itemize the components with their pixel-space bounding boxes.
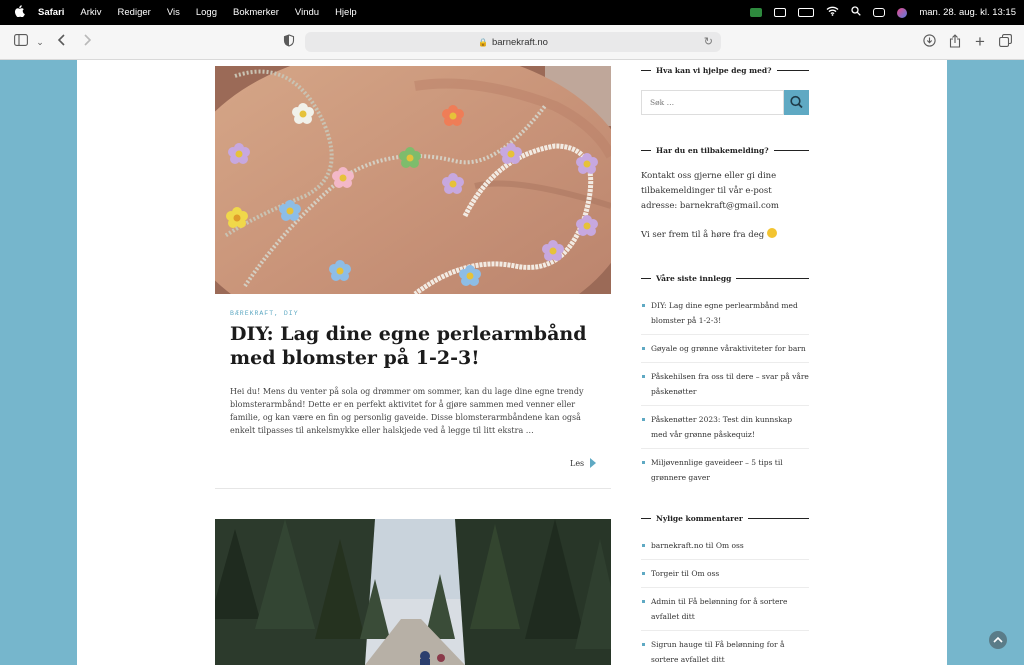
post-categories[interactable]: BÆREKRAFT, DIY (230, 310, 299, 317)
post-excerpt: Hei du! Mens du venter på sola og drømmer om sommer, kan du lage dine egne trendy blomsterarmbånd! Dette er en perfekt aktivitet for å gjøre sammen med venner eller familie, og kan være en fin og personlig gaveide. Disse blomsterarmbåndene kan også enkelt tilpasses til ankelsmykke eller halskjede ved å legge til litt ekstra … (230, 387, 584, 435)
list-item[interactable]: Miljøvennlige gaveideer – 5 tips til grønnere gaver (641, 449, 809, 491)
feedback-paragraph: Kontakt oss gjerne eller gi dine tilbakemeldinger til vår e-post adresse: barnekraft@gmail.com (641, 171, 779, 211)
menu-arkiv[interactable]: Arkiv (80, 7, 102, 18)
wifi-icon[interactable] (826, 6, 839, 19)
control-center-icon[interactable] (873, 8, 885, 17)
chevron-down-icon[interactable]: ⌄ (36, 37, 44, 47)
feedback-paragraph-2: Vi ser frem til å høre fra deg (641, 230, 765, 240)
battery-icon[interactable] (798, 8, 814, 17)
menu-vindu[interactable]: Vindu (294, 7, 320, 18)
lock-icon: 🔒 (478, 37, 488, 47)
share-icon[interactable] (947, 34, 963, 50)
post-featured-image-2[interactable] (215, 519, 611, 665)
spotlight-search-icon[interactable] (851, 6, 861, 19)
feedback-widget-title: Har du en tilbakemelding? (641, 146, 809, 155)
list-item[interactable]: barnekraft.no til Om oss (641, 532, 809, 560)
search-widget-title: Hva kan vi hjelpe deg med? (641, 66, 809, 75)
menu-rediger[interactable]: Rediger (117, 7, 151, 18)
arrow-right-icon (590, 458, 596, 468)
read-more-link[interactable] (570, 458, 596, 468)
menu-safari[interactable]: Safari (38, 7, 65, 18)
address-bar[interactable] (305, 32, 721, 52)
sidebar-toggle-icon[interactable] (13, 34, 29, 50)
menu-bar (0, 0, 1024, 25)
recent-posts-title: Våre siste innlegg (641, 274, 809, 283)
list-item[interactable]: Torgeir til Om oss (641, 560, 809, 588)
list-item[interactable]: Påskehilsen fra oss til dere – svar på våre påskenøtter (641, 363, 809, 406)
search-button[interactable] (784, 90, 809, 115)
search-icon (784, 90, 809, 115)
comments-widget-title: Nylige kommentarer (641, 514, 809, 523)
app-status-icon[interactable] (750, 8, 762, 17)
chevron-up-icon (993, 636, 1003, 644)
privacy-shield-icon[interactable] (281, 34, 297, 50)
search-input[interactable] (641, 90, 784, 115)
tab-overview-icon[interactable] (997, 34, 1013, 50)
post-divider (215, 488, 611, 489)
list-item[interactable]: Gøyale og grønne våraktiviteter for barn (641, 335, 809, 363)
scroll-to-top-button[interactable] (989, 631, 1007, 649)
downloads-icon[interactable] (921, 34, 937, 50)
list-item[interactable]: Sigrun hauge til Få belønning for å sortere avfallet ditt (641, 631, 809, 665)
forward-icon[interactable] (79, 34, 95, 50)
apple-menu-icon[interactable] (14, 5, 26, 20)
url-text: barnekraft.no (491, 36, 548, 48)
new-tab-icon[interactable]: + (975, 32, 985, 51)
reload-icon[interactable]: ↻ (703, 36, 713, 48)
post-featured-image[interactable] (215, 66, 611, 294)
web-page (77, 60, 947, 665)
siri-icon[interactable] (897, 8, 907, 18)
smiley-icon (767, 228, 777, 238)
back-icon[interactable] (54, 34, 70, 50)
menu-vis[interactable]: Vis (166, 7, 180, 18)
display-icon[interactable] (774, 8, 786, 17)
safari-toolbar (0, 25, 1024, 60)
menu-logg[interactable]: Logg (195, 7, 217, 18)
list-item[interactable]: DIY: Lag dine egne perlearmbånd med blomster på 1-2-3! (641, 292, 809, 335)
list-item[interactable]: Påskenøtter 2023: Test din kunnskap med vår grønne påskequiz! (641, 406, 809, 449)
read-more-label: Les (570, 458, 585, 468)
menu-bokmerker[interactable]: Bokmerker (232, 7, 279, 18)
recent-comments-list (641, 532, 809, 665)
menubar-clock[interactable]: man. 28. aug. kl. 13:15 (919, 7, 1016, 18)
feedback-text (641, 169, 809, 257)
list-item[interactable]: Admin til Få belønning for å sortere avfallet ditt (641, 588, 809, 631)
post-title[interactable]: DIY: Lag dine egne perlearmbånd med blomster på 1-2-3! (230, 323, 587, 369)
recent-posts-list (641, 292, 809, 491)
menu-hjelp[interactable]: Hjelp (335, 7, 357, 18)
